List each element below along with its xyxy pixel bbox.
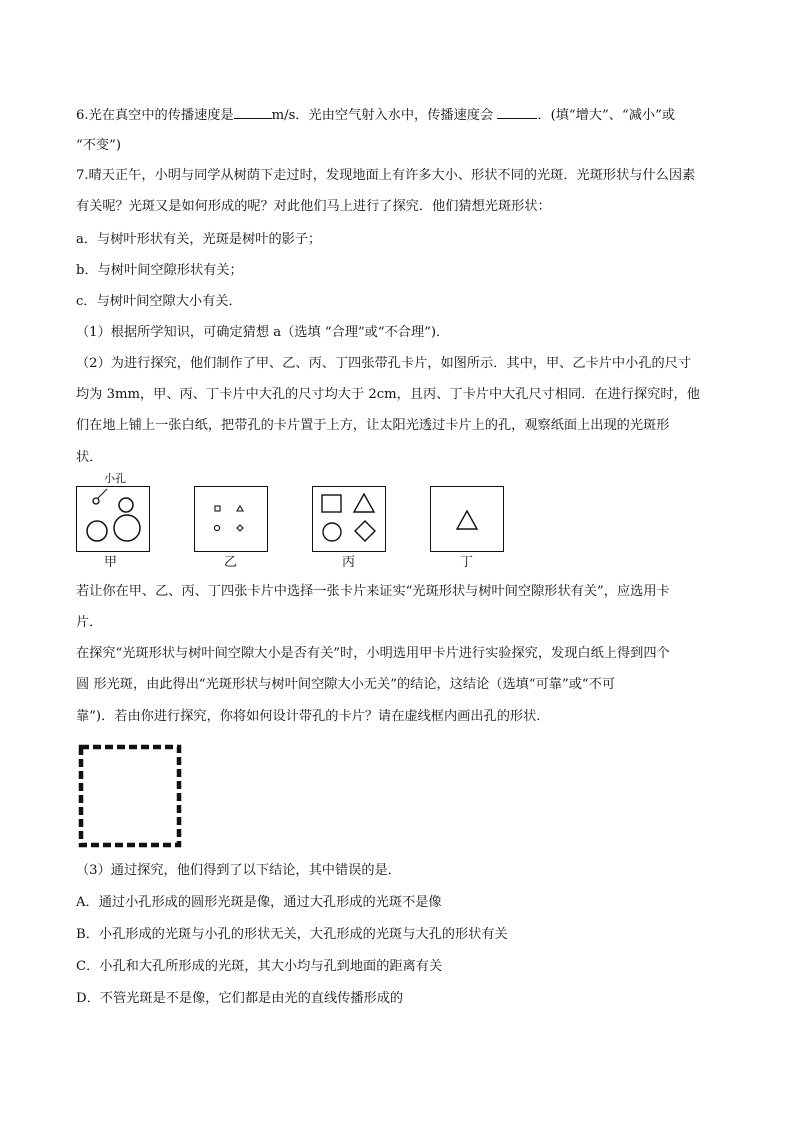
card-jia [76, 486, 150, 552]
card-bing-holes [313, 487, 385, 551]
q7-part-2-line-1: （2）为进行探究，他们制作了甲、乙、丙、丁四张带孔卡片，如图所示．其中，甲、乙卡片中小孔的尺寸 [76, 356, 692, 371]
q6-text-c: ．(填“增大”、“减小”或 [537, 108, 676, 123]
card-label-yi: 乙 [224, 555, 238, 570]
q7-part-3: （3）通过探究，他们得到了以下结论，其中错误的是． [76, 863, 401, 878]
card-label-ding: 丁 [460, 555, 474, 570]
card-jia-holes [77, 487, 149, 551]
large-triangle-hole [457, 511, 477, 529]
card-label-bing: 丙 [342, 555, 356, 570]
q7-after-2: 片． [76, 615, 103, 630]
large-diamond-hole [355, 521, 375, 541]
small-circle-hole [214, 525, 219, 530]
card-ding [430, 486, 504, 552]
q6-blank-2[interactable] [497, 104, 537, 119]
dashed-drawing-box[interactable] [78, 744, 182, 848]
q7-after-1: 若让你在甲、乙、丙、丁四张卡片中选择一张卡片来证实“光斑形状与树叶间空隙形状有关”，应选用卡 [76, 584, 670, 599]
q7-part-2-line-3: 们在地上铺上一张白纸，把带孔的卡片置于上方，让太阳光透过卡片上的孔，观察纸面上出现的光斑形 [76, 418, 670, 433]
hole-label: 小孔 [104, 472, 126, 485]
q7-option-b: b．与树叶间空隙形状有关； [76, 263, 243, 278]
card-yi-holes [195, 487, 267, 551]
choice-d: D．不管光斑是不是像，它们都是由光的直线传播形成的 [76, 991, 404, 1006]
card-ding-holes [431, 487, 503, 551]
q6-text-a: 6.光在真空中的传播速度是 [76, 108, 234, 123]
choice-b: B．小孔形成的光斑与小孔的形状无关，大孔形成的光斑与大孔的形状有关 [76, 927, 508, 942]
choice-a: A．通过小孔形成的圆形光斑是像，通过大孔形成的光斑不是像 [76, 895, 442, 910]
large-circle-hole [323, 523, 341, 541]
q7-after-3: 在探究“光斑形状与树叶间空隙大小是否有关”时，小明选用甲卡片进行实验探究，发现白纸上得到四个 [76, 646, 670, 661]
q6-line-1 [76, 104, 726, 126]
q7-part-2-line-4: 状． [76, 450, 103, 465]
large-circle-hole [119, 498, 133, 512]
large-square-hole [322, 495, 341, 512]
small-triangle-hole [237, 506, 243, 511]
small-square-hole [215, 506, 220, 511]
q7-part-1: （1）根据所学知识，可确定猜想 a（选填 “合理”或“不合理”)． [76, 325, 450, 340]
card-label-jia: 甲 [104, 555, 118, 570]
q7-intro-1: 7.晴天正午，小明与同学从树荫下走过时，发现地面上有许多大小、形状不同的光斑．光斑形状与什么因素 [76, 168, 696, 183]
q7-option-a: a．与树叶形状有关，光斑是树叶的影子； [76, 232, 322, 247]
hole-pointer-line [98, 489, 107, 498]
card-figure [76, 472, 516, 576]
q7-after-4: 圆 形光斑，由此得出“光斑形状与树叶间空隙大小无关”的结论，这结论（选填“可靠”或“不可 [76, 677, 616, 692]
large-circle-hole [87, 521, 107, 541]
q6-line-2: “不变”) [76, 138, 122, 153]
large-circle-hole [114, 515, 140, 541]
q6-blank-1[interactable] [234, 104, 272, 119]
card-bing [312, 486, 386, 552]
q7-option-c: c．与树叶间空隙大小有关． [76, 294, 242, 309]
q7-intro-2: 有关呢？光斑又是如何形成的呢？对此他们马上进行了探究．他们猜想光斑形状： [76, 199, 551, 214]
small-hole [93, 498, 99, 504]
q7-part-2-line-2: 均为 3mm，甲、丙、丁卡片中大孔的尺寸均大于 2cm，且丙、丁卡片中大孔尺寸相同．在进行探究时，他 [76, 387, 700, 402]
choice-c: C．小孔和大孔所形成的光斑，其大小均与孔到地面的距离有关 [76, 959, 443, 974]
card-yi [194, 486, 268, 552]
q6-text-b: m/s．光由空气射入水中，传播速度会 [271, 108, 494, 123]
large-triangle-hole [354, 494, 374, 512]
small-diamond-hole [237, 525, 243, 531]
q7-after-5: 靠”)．若由你进行探究，你将如何设计带孔的卡片？请在虚线框内画出孔的形状． [76, 709, 550, 724]
